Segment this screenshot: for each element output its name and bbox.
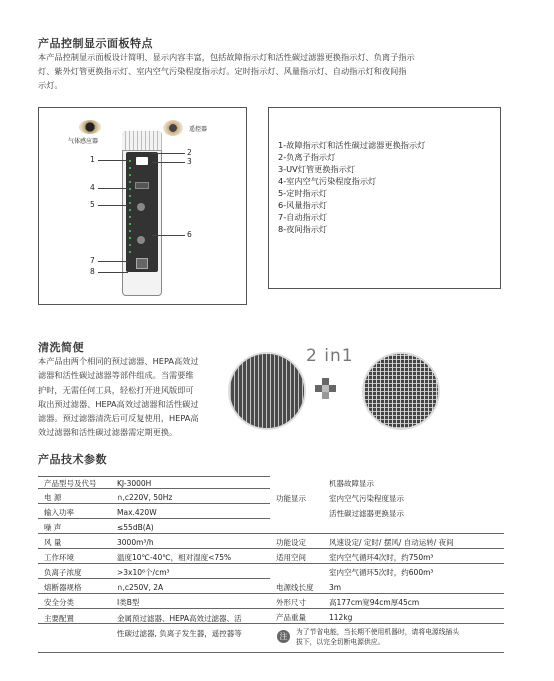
- table-rule: [38, 563, 504, 564]
- spec-label-display-func: 功能显示: [276, 494, 306, 503]
- cleaning-section-title: 清洗简便: [38, 341, 84, 354]
- spec-label-environment: 工作环境: [44, 553, 74, 562]
- spec-value-safety: I类B型: [117, 598, 140, 607]
- led-dot: [129, 202, 131, 204]
- led-dot: [129, 244, 131, 246]
- spec-value-airflow: 3000m³/h: [117, 538, 154, 547]
- spec-value-space: 室内空气循环4次时，约750m³: [329, 553, 434, 562]
- legend-item: 6-风量指示灯: [278, 200, 328, 210]
- spec-label-airflow: 风 量: [44, 538, 62, 547]
- led-dot: [129, 216, 131, 218]
- spec-label-ion: 负离子浓度: [44, 568, 82, 577]
- legend-item: 3-UV灯管更换指示灯: [278, 164, 356, 174]
- led-dot: [129, 167, 131, 169]
- callout-line: [152, 235, 185, 236]
- led-dot: [129, 230, 131, 232]
- note-icon: 注: [277, 630, 290, 643]
- spec-label-noise: 噪 声: [44, 523, 62, 532]
- callout-line: [98, 272, 128, 273]
- spec-value-func-set: 风速设定/ 定时/ 摆风/ 自动运转/ 夜间: [329, 538, 454, 547]
- spec-value-input-power: Max.420W: [117, 508, 157, 517]
- gas-sensor-icon: [79, 120, 101, 134]
- sensor-label: 气体感应器: [68, 138, 99, 145]
- ion-indicator-icon: [136, 157, 148, 165]
- spec-label-cord: 电源线长度: [276, 583, 314, 592]
- callout-line: [152, 162, 185, 163]
- remote-label: 遥控器: [189, 126, 208, 133]
- spec-label-weight: 产品重量: [276, 613, 306, 622]
- table-rule: [38, 652, 504, 653]
- display-func-line: 室内空气污染程度显示: [329, 494, 404, 503]
- prefilter-mesh-image: [228, 352, 306, 430]
- table-rule: [38, 578, 270, 579]
- callout-5: 5: [90, 200, 95, 209]
- cleaning-desc-line: 取出预过滤器、HEPA高效过滤器和活性碳过: [38, 398, 199, 409]
- spec-value-config: 金属预过滤器、HEPA高效过滤器、活: [117, 614, 242, 623]
- callout-line: [98, 188, 128, 189]
- cleaning-desc-line: 滤器。预过滤器清洗后可反复使用，HEPA高: [38, 413, 199, 424]
- note-line: 拔下，以完全切断电源供应。: [296, 637, 385, 646]
- timer-button-icon: [137, 203, 145, 211]
- panel-desc-line: 灯、紫外灯管更换指示灯、室内空气污染程度指示灯。定时指示灯、风量指示灯、自动指示灯和夜间指: [38, 66, 407, 76]
- callout-line: [98, 205, 128, 206]
- two-in-one-badge: 2 in1: [306, 346, 354, 366]
- panel-section-title: 产品控制显示面板特点: [38, 37, 153, 50]
- table-rule: [38, 518, 270, 519]
- plus-square: [322, 385, 329, 392]
- spec-label-input-power: 输入功率: [44, 508, 74, 517]
- legend-item: 5-定时指示灯: [278, 188, 328, 198]
- spec-value-cord: 3m: [329, 583, 342, 592]
- spec-label-safety: 安全分类: [44, 598, 74, 607]
- callout-1: 1: [90, 155, 95, 164]
- callout-8: 8: [90, 267, 95, 276]
- display-func-line: 机器故障显示: [329, 479, 374, 488]
- cleaning-desc-line: 护时，无需任何工具，轻松打开进风版即可: [38, 384, 194, 395]
- callout-2: 2: [187, 148, 192, 157]
- cleaning-desc-line: 滤器和活性碳过滤器等部件组成。当需要维: [38, 370, 194, 381]
- spec-value-weight: 112kg: [329, 613, 353, 622]
- led-dot: [129, 181, 131, 183]
- led-dot: [129, 195, 131, 197]
- spec-value-environment: 温度10℃-40℃，相对湿度<75%: [117, 553, 232, 562]
- callout-4: 4: [90, 183, 95, 192]
- table-rule: [38, 476, 270, 477]
- spec-label-fuse: 熔断器规格: [44, 583, 82, 592]
- remote-control-icon: [163, 120, 183, 136]
- plus-square: [322, 392, 329, 399]
- callout-line: [98, 261, 128, 262]
- spec-label-func-set: 功能设定: [276, 538, 306, 547]
- mesh-texture: [364, 354, 438, 428]
- callout-line: [152, 153, 185, 154]
- spec-value-model: KJ-3000H: [117, 479, 152, 488]
- legend-item: 2-负离子指示灯: [278, 152, 336, 162]
- cleaning-desc-line: 效过滤器和活性碳过滤器需定期更换。: [38, 427, 178, 438]
- led-dot: [129, 188, 131, 190]
- panel-section-description: [38, 50, 518, 92]
- table-rule: [38, 533, 270, 534]
- spec-value-dimensions: 高177cm宽94cm厚45cm: [329, 598, 420, 607]
- spec-value-noise: ≤55dB(A): [117, 523, 154, 532]
- mesh-texture: [230, 354, 304, 428]
- spec-value-space-cont: 室内空气循环5次时，约600m³: [329, 568, 434, 577]
- cleaning-desc-line: 本产品由两个相同的预过滤器、HEPA高效过: [38, 356, 199, 366]
- table-rule: [38, 608, 504, 609]
- spec-value-power: ∩,c220V, 50Hz: [117, 493, 173, 502]
- table-rule: [38, 548, 504, 549]
- spec-label-power: 电 源: [44, 493, 62, 502]
- spec-label-space: 适用空间: [276, 553, 306, 562]
- spec-value-fuse: ∩,c250V, 2A: [117, 583, 164, 592]
- led-dot: [129, 174, 131, 176]
- legend-item: 1-故障指示灯和活性碳过滤器更换指示灯: [278, 140, 426, 150]
- cleaning-section-description: [38, 354, 228, 440]
- table-rule: [38, 593, 504, 594]
- spec-section-title: 产品技术参数: [38, 453, 107, 466]
- led-column: [129, 160, 131, 258]
- legend-item: 7-自动指示灯: [278, 212, 328, 222]
- led-dot: [129, 223, 131, 225]
- display-func-line: 活性碳过滤器更换显示: [329, 509, 404, 518]
- spec-label-dimensions: 外形尺寸: [276, 598, 306, 607]
- callout-3: 3: [187, 157, 192, 166]
- spec-value-config-cont: 性碳过滤器, 负离子发生器，遥控器等: [117, 629, 242, 638]
- led-dot: [129, 209, 131, 211]
- fan-speed-button-icon: [137, 236, 145, 244]
- plus-square: [315, 385, 322, 392]
- note-line: 为了节省电能，当长期不使用机器时，请将电源线插头: [296, 628, 460, 636]
- table-rule: [38, 623, 504, 624]
- spec-label-model: 产品型号及代号: [44, 479, 97, 488]
- led-dot: [129, 251, 131, 253]
- device-top-grille: [122, 131, 162, 151]
- air-quality-display: [135, 182, 149, 189]
- spec-label-config: 主要配置: [44, 614, 74, 623]
- plus-square: [329, 385, 336, 392]
- filter-mesh-image: [362, 352, 440, 430]
- table-rule: [270, 533, 504, 534]
- led-dot: [129, 160, 131, 162]
- callout-7: 7: [90, 256, 95, 265]
- panel-desc-line: 示灯。: [38, 80, 63, 90]
- plus-square: [322, 378, 329, 385]
- panel-desc-line: 本产品控制显示面板设计简明、显示内容丰富，包括故障指示灯和活性碳过滤器更换指示灯、负离子指示: [38, 52, 415, 62]
- power-saving-note: [296, 628, 459, 647]
- spec-value-ion: >3x10⁶个/cm³: [117, 568, 170, 577]
- auto-night-button-icon: [136, 258, 148, 269]
- legend-item: 8-夜间指示灯: [278, 224, 328, 234]
- indicator-legend: [278, 139, 425, 235]
- led-dot: [129, 237, 131, 239]
- callout-line: [98, 160, 128, 161]
- table-rule: [38, 503, 270, 504]
- callout-6: 6: [187, 230, 192, 239]
- legend-item: 4-室内空气污染程度指示灯: [278, 176, 377, 186]
